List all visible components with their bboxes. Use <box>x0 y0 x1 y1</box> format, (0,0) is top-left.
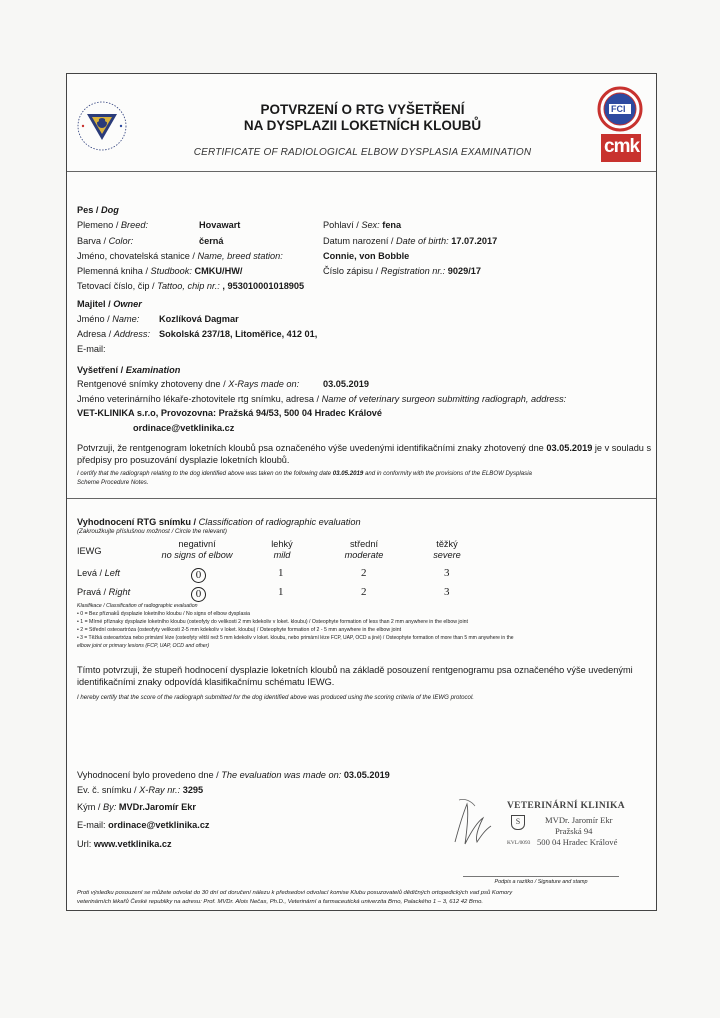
exam-section-title: Vyšetření / Examination <box>77 365 181 375</box>
footer-url-line: Url: www.vetklinika.cz <box>77 839 172 849</box>
owner-address-value: Sokolská 237/18, Litoměřice, 412 01, <box>159 329 318 339</box>
right-grade-2[interactable]: 2 <box>361 586 367 598</box>
by-line: Kým / By: MVDr.Jaromír Ekr <box>77 802 196 812</box>
left-grade-1[interactable]: 1 <box>278 567 284 579</box>
evaluation-confirm-cz-2: identifikačními znaky odpovídá klasifikačnímu schématu IEWG. <box>77 677 335 687</box>
right-grade-3[interactable]: 3 <box>444 586 450 598</box>
owner-section-title: Majitel / Owner <box>77 299 142 309</box>
tattoo-label: Tetovací číslo, čip / Tattoo, chip nr.: , 953010001018905 <box>77 281 305 291</box>
stamp-line-3: 500 04 Hradec Králové <box>537 837 618 847</box>
appeal-line-1: Proti výsledku posouzení se můžete odvolat do 30 dní od doručení nálezu k předsedovi odvolací komise Klubu posuzovatelů dědičných ortopedických vad psů Komory <box>77 890 513 896</box>
left-elbow-label: Levá / Left <box>77 568 120 578</box>
owner-address-label: Adresa / Address: <box>77 329 151 339</box>
col-header-2-cz: střední <box>349 539 379 549</box>
evaluation-section-title: Vyhodnocení RTG snímku / Classification of radiographic evaluation <box>77 517 361 527</box>
left-grade-2[interactable]: 2 <box>361 567 367 579</box>
legend-line-0: • 0 = Bez příznaků dysplazie loketního kloubu / No signs of elbow dysplasia <box>77 611 250 617</box>
signature-label: Podpis a razítko / Signature and stamp <box>494 879 588 885</box>
stamp-line-1: MVDr. Jaromír Ekr <box>545 815 613 825</box>
legend-line-4: elbow joint or primary lesions (FCP, UAP, OCD and other) <box>77 643 210 649</box>
subtitle: CERTIFICATE OF RADIOLOGICAL ELBOW DYSPLASIA EXAMINATION <box>193 147 532 158</box>
stamp-title: VETERINÁRNÍ KLINIKA <box>507 801 625 811</box>
vet-label: Jméno veterinárního lékaře-zhotovitele rtg snímku, adresa / Name of veterinary surgeon submitting radiograph, address: <box>77 394 567 404</box>
col-header-0-en: no signs of elbow <box>161 550 233 560</box>
legend-line-3: • 3 = Těžká osteoartróza nebo primární léze (osteofyty větší než 5 mm kdekoliv v loket. kloubu, nebo primární léze FCP, UAP, OCD a jiné) / Osteophyte formation of more than 5 mm anywhere in the <box>77 635 514 641</box>
color-label: Barva / Color: <box>77 236 134 246</box>
col-header-1-en: mild <box>273 550 291 560</box>
circle-note: (Zakroužkujte příslušnou možnost / Circle the relevant) <box>77 528 227 535</box>
col-header-2-en: moderate <box>344 550 384 560</box>
evaluation-divider <box>67 498 656 499</box>
name-label: Jméno, chovatelská stanice / Name, breed station: <box>77 251 283 261</box>
xray-nr-line: Ev. č. snímku / X-Ray nr.: 3295 <box>77 785 204 795</box>
header-divider <box>67 171 656 172</box>
right-elbow-label: Pravá / Right <box>77 587 131 597</box>
clinic-stamp <box>499 798 639 858</box>
right-grade-1[interactable]: 1 <box>278 586 284 598</box>
sex-label: Pohlaví / Sex: fena <box>323 220 402 230</box>
col-header-1-cz: lehký <box>271 539 293 549</box>
certificate-frame <box>66 73 657 911</box>
left-grade-0[interactable] <box>191 565 206 583</box>
dog-name-value: Connie, von Bobble <box>323 251 410 261</box>
owner-email-label: E-mail: <box>77 344 106 354</box>
exam-confirm-cz-1: Potvrzuji, že rentgenogram loketních kloubů psa označeného výše uvedenými identifikačními znaky zhotovený dne 03.05.2019 je v souladu s <box>77 443 652 453</box>
dob-label: Datum narození / Date of birth: 17.07.2017 <box>323 236 498 246</box>
left-grade-3[interactable]: 3 <box>444 567 450 579</box>
studbook-label: Plemenná kniha / Studbook: CMKU/HW/ <box>77 266 243 276</box>
stamp-code: KVL/0093 <box>507 840 531 846</box>
evaluation-confirm-en: I hereby certify that the score of the radiograph submitted for the dog identified above was produced using the scoring criteria of the IEWG protocol. <box>77 694 474 701</box>
right-grade-0[interactable] <box>191 584 206 602</box>
vet-email-value: ordinace@vetklinika.cz <box>133 423 235 433</box>
title-line-2: NA DYSPLAZII LOKETNÍCH KLOUBŮ <box>243 118 482 133</box>
owner-name-value: Kozlíková Dagmar <box>159 314 239 324</box>
legend-title: Klasifikace / Classification of radiographic evaluation <box>77 603 198 609</box>
signature-scribble <box>445 792 505 852</box>
exam-confirm-en-1: I certify that the radiograph relating to the dog identified above was taken on the following date 03.05.2019 and in conformity with the provisions of the ELBOW Dysplasia <box>77 470 532 477</box>
vet-value: VET-KLINIKA s.r.o, Provozovna: Pražská 94/53, 500 04 Hradec Králové <box>77 408 383 418</box>
owner-name-label: Jméno / Name: <box>77 314 140 324</box>
left-grade-0-circled: 0 <box>191 568 206 583</box>
xray-date-value: 03.05.2019 <box>323 379 369 389</box>
right-grade-0-circled: 0 <box>191 587 206 602</box>
evaluation-confirm-cz-1: Tímto potvrzuji, že stupeň hodnocení dysplazie loketních kloubů na základě posouzení rentgenogramu psa označeného výše uvedenými <box>77 665 633 675</box>
stamp-logo-icon: S <box>511 815 525 830</box>
legend-line-1: • 1 = Mírné příznaky dysplazie loketního kloubu (osteofyty do velikosti 2 mm kdekoliv v loket. kloubu) / Osteophyte formation of less than 2 mm anywhere in the elbow joint <box>77 619 468 625</box>
eval-date-line: Vyhodnocení bylo provedeno dne / The evaluation was made on: 03.05.2019 <box>77 770 390 780</box>
exam-confirm-en-2: Scheme Procedure Notes. <box>77 479 149 486</box>
fci-logo-text: FCI <box>611 104 626 114</box>
signature-line <box>463 876 619 877</box>
exam-confirm-cz-2: předpisy pro posuzování dysplazie loketních kloubů. <box>77 455 290 465</box>
breed-label: Plemeno / Breed: <box>77 220 148 230</box>
breed-value: Hovawart <box>199 220 241 230</box>
title-line-1: POTVRZENÍ O RTG VYŠETŘENÍ <box>260 102 465 117</box>
xray-date-label: Rentgenové snímky zhotoveny dne / X-Rays made on: <box>77 379 300 389</box>
color-value: černá <box>199 236 224 246</box>
iewg-label: IEWG <box>77 546 102 556</box>
legend-line-2: • 2 = Střední osteoartróza (osteofyty velikosti 2-5 mm kdekoliv v loket. kloubu) / Osteophyte formation of 2 - 5 mm anywhere in the elbow joint <box>77 627 402 633</box>
footer-email-line: E-mail: ordinace@vetklinika.cz <box>77 820 210 830</box>
col-header-3-cz: těžký <box>436 539 458 549</box>
col-header-0-cz: negativní <box>178 539 216 549</box>
appeal-line-2: veterinárních lékařů České republiky na adresu: Prof. MVDr. Alois Nečas, Ph.D., Veterinární a farmaceutická univerzita Brno, Palackého 1 – 3, 612 42 Brno. <box>77 899 483 905</box>
dog-section-title: Pes / Dog <box>77 205 119 215</box>
stamp-line-2: Pražská 94 <box>555 826 593 836</box>
cmku-logo-text: cmk <box>604 136 640 157</box>
col-header-3-en: severe <box>433 550 461 560</box>
reg-label: Číslo zápisu / Registration nr.: 9029/17 <box>323 266 481 276</box>
